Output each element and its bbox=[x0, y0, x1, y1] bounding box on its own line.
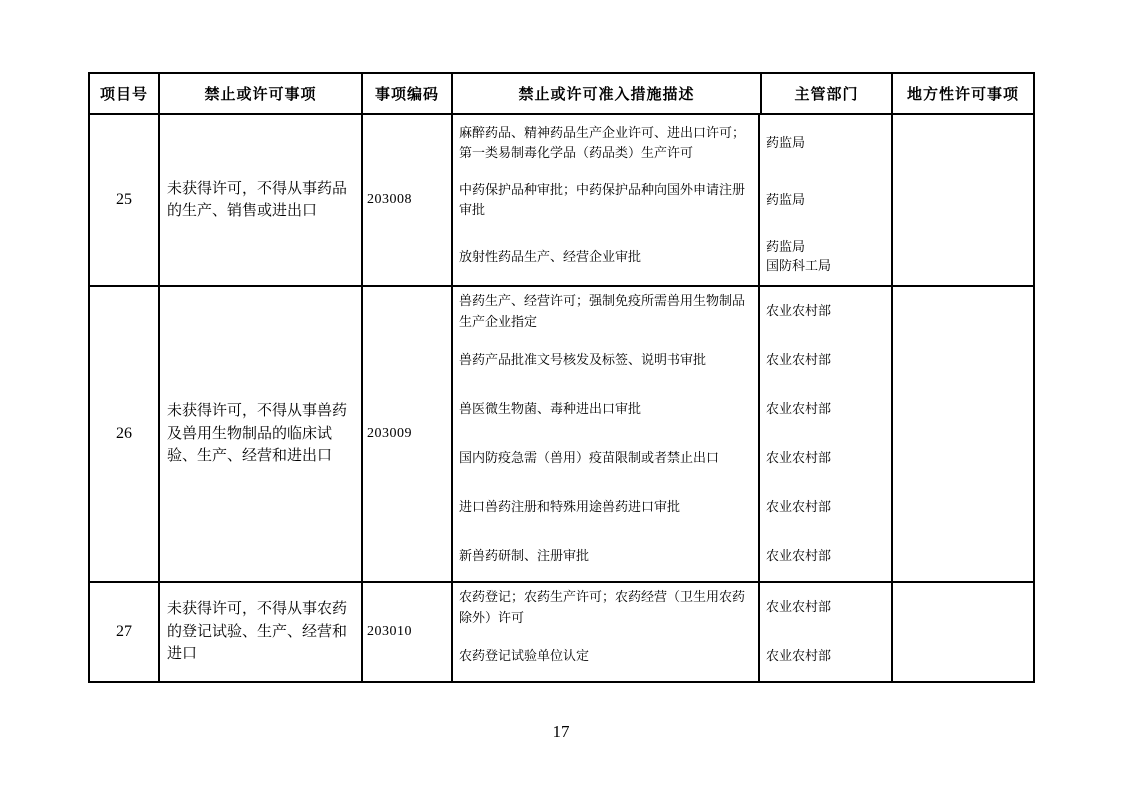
local-permit-cell bbox=[893, 115, 1033, 285]
measure-description: 中药保护品种审批；中药保护品种向国外申请注册审批 bbox=[453, 172, 760, 229]
local-permit-cell bbox=[893, 287, 1033, 581]
department-line: 国防科工局 bbox=[766, 257, 832, 273]
competent-department bbox=[760, 632, 891, 681]
measure-subrow bbox=[453, 172, 891, 229]
table-row-25 bbox=[90, 115, 1033, 287]
measure-subrow bbox=[453, 336, 891, 385]
prohibition-license-table bbox=[88, 72, 1035, 683]
measure-subrow bbox=[453, 385, 891, 434]
header-item-code: 事项编码 bbox=[363, 74, 453, 113]
competent-department bbox=[760, 483, 891, 532]
item-number: 25 bbox=[90, 115, 160, 285]
table-row-27 bbox=[90, 583, 1033, 681]
header-item-number: 项目号 bbox=[90, 74, 160, 113]
table-header-row bbox=[90, 74, 1033, 115]
competent-department bbox=[760, 228, 891, 285]
department-line: 农业农村部 bbox=[766, 548, 832, 564]
measure-description: 兽药生产、经营许可；强制免疫所需兽用生物制品生产企业指定 bbox=[453, 287, 760, 336]
measure-subrow bbox=[453, 228, 891, 285]
department-line: 农业农村部 bbox=[766, 450, 832, 466]
measure-subrow bbox=[453, 583, 891, 632]
department-line: 农业农村部 bbox=[766, 599, 832, 615]
department-line: 农业农村部 bbox=[766, 499, 832, 515]
measure-description: 麻醉药品、精神药品生产企业许可、进出口许可；第一类易制毒化学品（药品类）生产许可 bbox=[453, 115, 760, 172]
measure-description: 兽药产品批准文号核发及标签、说明书审批 bbox=[453, 336, 760, 385]
prohibited-item-text: 未获得许可，不得从事药品的生产、销售或进出口 bbox=[160, 115, 363, 285]
measure-description: 农药登记；农药生产许可；农药经营（卫生用农药除外）许可 bbox=[453, 583, 760, 632]
item-number: 26 bbox=[90, 287, 160, 581]
measure-description: 国内防疫急需（兽用）疫苗限制或者禁止出口 bbox=[453, 434, 760, 483]
measure-description: 兽医微生物菌、毒种进出口审批 bbox=[453, 385, 760, 434]
header-prohibited-item: 禁止或许可事项 bbox=[160, 74, 363, 113]
competent-department bbox=[760, 336, 891, 385]
department-line: 农业农村部 bbox=[766, 648, 832, 664]
department-line: 药监局 bbox=[766, 134, 806, 150]
competent-department bbox=[760, 434, 891, 483]
department-line: 药监局 bbox=[766, 191, 806, 207]
competent-department bbox=[760, 115, 891, 172]
header-local-permit: 地方性许可事项 bbox=[906, 87, 1019, 103]
department-line: 农业农村部 bbox=[766, 303, 832, 319]
department-line: 药监局 bbox=[766, 238, 806, 254]
measure-subrow bbox=[453, 434, 891, 483]
measure-subrow bbox=[453, 287, 891, 336]
competent-department bbox=[760, 287, 891, 336]
measure-subrow bbox=[453, 115, 891, 172]
department-line: 农业农村部 bbox=[766, 352, 832, 368]
competent-department bbox=[760, 532, 891, 581]
competent-department bbox=[760, 583, 891, 632]
header-competent-department: 主管部门 bbox=[762, 74, 893, 113]
measures-cell bbox=[453, 115, 893, 285]
measure-description: 放射性药品生产、经营企业审批 bbox=[453, 228, 760, 285]
measure-description: 进口兽药注册和特殊用途兽药进口审批 bbox=[453, 483, 760, 532]
header-measure-description: 禁止或许可准入措施描述 bbox=[453, 74, 762, 113]
measures-cell bbox=[453, 287, 893, 581]
competent-department bbox=[760, 172, 891, 229]
department-line: 农业农村部 bbox=[766, 401, 832, 417]
page-number: 17 bbox=[552, 722, 570, 741]
table-row-26 bbox=[90, 287, 1033, 583]
prohibited-item-text: 未获得许可，不得从事农药的登记试验、生产、经营和进口 bbox=[160, 583, 363, 681]
measure-description: 新兽药研制、注册审批 bbox=[453, 532, 760, 581]
item-code: 203008 bbox=[363, 115, 453, 285]
measure-description: 农药登记试验单位认定 bbox=[453, 632, 760, 681]
measure-subrow bbox=[453, 483, 891, 532]
item-code: 203010 bbox=[363, 583, 453, 681]
measures-cell bbox=[453, 583, 893, 681]
item-code: 203009 bbox=[363, 287, 453, 581]
measure-subrow bbox=[453, 632, 891, 681]
local-permit-cell bbox=[893, 583, 1033, 681]
measure-subrow bbox=[453, 532, 891, 581]
competent-department bbox=[760, 385, 891, 434]
item-number: 27 bbox=[90, 583, 160, 681]
prohibited-item-text: 未获得许可，不得从事兽药及兽用生物制品的临床试验、生产、经营和进出口 bbox=[160, 287, 363, 581]
